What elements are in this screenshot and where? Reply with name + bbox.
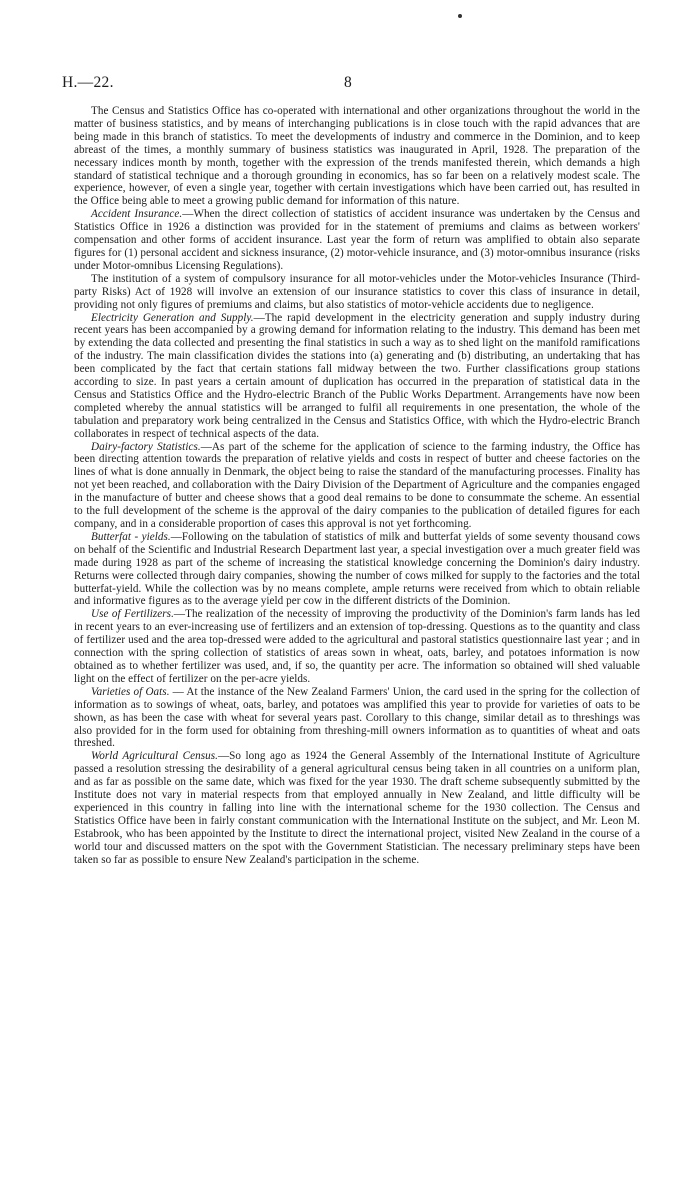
- paragraph-text: The Census and Statistics Office has co-operated with international and other organizations throughout the world in the matter of business statistics, and by means of interchanging publications is in close touch with the rapid advances that are being made in this branch of statistics. To meet the developments of industry and commerce in the Dominion, and to keep abreast of the times, a monthly summary of business statistics was inaugurated in April, 1928. The preparation of the necessary indices month by month, together with the expression of the trends manifested therein, which demands a high standard of statistical technique and a thorough grounding in economics, has so far been on a relatively modest scale. The experience, however, of even a single year, together with certain investigations which have been carried out, has resulted in the Office being able to meet a growing public demand for information of this nature.: [74, 105, 640, 208]
- paragraph-text: —Following on the tabulation of statistics of milk and butterfat yields of some seventy thousand cows on behalf of the Scientific and Industrial Research Department last year, a special investigation over a much greater field was made during 1928 as part of the scheme of increasing the statistical knowledge concerning the Dominion's dairy industry. Returns were collected through dairy companies, showing the number of cows milked for supply to the factories and the total butterfat-yield. While the collection was by no means complete, ample returns were received from which to obtain reliable and informative figures as to the average yield per cow in the different districts of the Dominion.: [74, 530, 640, 608]
- paragraph-dairy-factory: [74, 441, 640, 531]
- paragraph-heading: Use of Fertilizers.: [91, 608, 174, 621]
- paragraph-fertilizers: [74, 608, 640, 685]
- paragraph-accident-insurance: [74, 208, 640, 273]
- paragraph-business-statistics: [74, 105, 640, 208]
- paragraph-heading: Dairy-factory Statistics.: [91, 440, 201, 453]
- paragraph-butterfat-yields: [74, 531, 640, 608]
- paragraph-motor-insurance: [74, 273, 640, 312]
- paragraph-heading: Electricity Generation and Supply.: [91, 311, 254, 324]
- paragraph-heading: Accident Insurance.: [91, 208, 183, 221]
- paragraph-heading: Butterfat - yields.: [91, 530, 171, 543]
- paragraph-heading: Varieties of Oats.: [91, 685, 170, 698]
- paragraph-text: — At the instance of the New Zealand Farmers' Union, the card used in the spring for the collection of information as to sowings of wheat, oats, barley, and potatoes was amplified this year to provide for varieties of oats to be shown, as has been the case with wheat for several years past. Corollary to this change, similar detail as to threshings was also provided for in the form used for obtaining from threshing-mill owners information as to quantities of wheat and oats threshed.: [74, 685, 640, 750]
- paragraph-world-census: [74, 750, 640, 866]
- paragraph-text: —The realization of the necessity of improving the productivity of the Dominion's farm lands has led in recent years to an ever-increasing use of fertilizers and an extension of top-dressing. Questions as to the quantity and class of fertilizer used and the area top-dressed were added to the agricultural and pastoral statistics questionnaire last year ; and in connection with the spring collection of statistics of areas sown in wheat, oats, barley, and potatoes information is now obtained as to whether fertilizer was used, and, if so, the quantity per acre. The information so obtained will shed valuable light on the effect of fertilizer on the per-acre yields.: [74, 608, 640, 685]
- page-mark: [458, 14, 462, 18]
- paragraph-text: The institution of a system of compulsory insurance for all motor-vehicles under the Motor-vehicles Insurance (Third-party Risks) Act of 1928 will involve an extension of our insurance statistics to cover this class of insurance in detail, providing not only figures of premiums and claims, but also statistics of motor-vehicle accidents due to negligence.: [74, 272, 640, 311]
- paragraph-text: —When the direct collection of statistics of accident insurance was undertaken by the Census and Statistics Office in 1926 a distinction was provided for in the statement of premiums and claims as between workers' compensation and other forms of accident insurance. Last year the form of return was amplified to obtain also separate figures for (1) personal accident and sickness insurance, (2) motor-vehicle insurance, and (3) motor-omnibus insurance (risks under Motor-omnibus Licensing Regulations).: [74, 208, 641, 272]
- document-code: H.—22.: [62, 74, 114, 91]
- paragraph-varieties-of-oats: [74, 686, 640, 751]
- paragraph-text: —So long ago as 1924 the General Assembly of the International Institute of Agriculture passed a resolution stressing the desirability of a general agricultural census being taken in all countries on a uniform plan, and as far as possible on the same date, which was fixed for the year 1930. The draft scheme subsequently submitted by the Institute does not vary in material respects from that employed annually in New Zealand, and little difficulty will be experienced in this country in falling into line with the international scheme for the 1930 collection. The Census and Statistics Office have been in fairly constant communication with the International Institute on the subject, and Mr. Leon M. Estabrook, who has been appointed by the Institute to direct the international project, visited New Zealand in the course of a world tour and discussed matters on the spot with the Government Statistician. The necessary preliminary steps have been taken so far as possible to ensure New Zealand's participation in the scheme.: [74, 750, 640, 866]
- paragraph-heading: World Agricultural Census.: [91, 750, 218, 763]
- paragraph-text: —As part of the scheme for the application of science to the farming industry, the Office has been directing attention towards the preparation of relative yields and costs in respect of butter and cheese factories on the lines of what is done annually in Denmark, the object being to raise the standard of the manufacturing processes. Finality has not yet been reached, and collaboration with the Dairy Division of the Department of Agriculture and the companies engaged in the manufacture of butter and cheese shows that a good deal remains to be done to consummate the scheme. An essential to the full development of the scheme is the approval of the dairy companies to the publication of detailed figures for each company, and in a considerable proportion of cases this approval is not yet forthcoming.: [74, 440, 640, 530]
- page-header: [62, 74, 644, 94]
- paragraph-electricity: [74, 312, 640, 441]
- page-number: 8: [344, 74, 353, 91]
- body-text: [74, 105, 640, 866]
- paragraph-text: —The rapid development in the electricity generation and supply industry during recent years has been accompanied by a growing demand for information relating to the industry. This demand has been met by extending the data collected and presenting the final statistics in such a way as to shed light on the manifold ramifications of the industry. The main classification divides the stations into (a) generating and (b) distributing, an undertaking that has been complicated by the fact that certain stations fall midway between the two. Further classifications group stations according to size. In past years a certain amount of duplication has occurred in the preparation of statistical data in the Census and Statistics Office and the Hydro-electric Branch of the Public Works Department. Arrangements have now been completed whereby the annual statistics will be arranged to fulfil all requirements in one presentation, the whole of the tabulation and preparatory work being centralized in the Census and Statistics Office, with which the Hydro-electric Branch collaborates in respect of technical aspects of the data.: [74, 311, 641, 440]
